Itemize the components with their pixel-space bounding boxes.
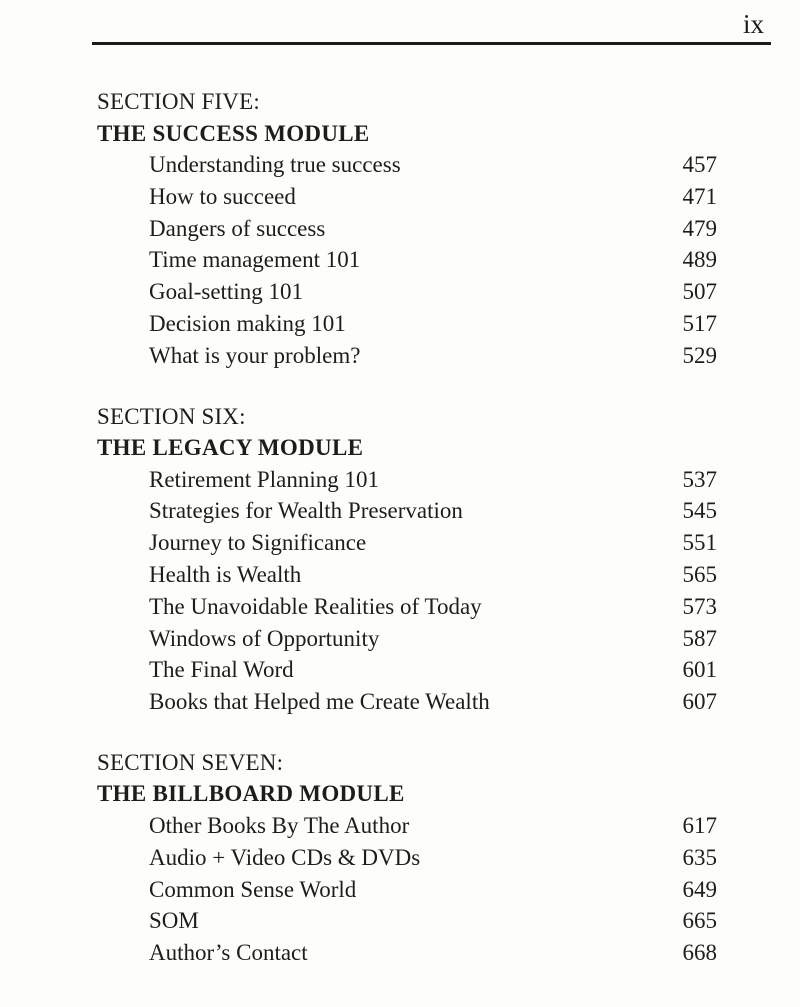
section-title: THE LEGACY MODULE <box>97 435 364 461</box>
entry-page: 471 <box>682 183 717 209</box>
entry-page: 489 <box>682 247 717 273</box>
entry-title: Health is Wealth <box>149 561 302 587</box>
entry-title: Other Books By The Author <box>149 812 410 838</box>
toc-entry <box>97 495 717 527</box>
page-header <box>0 0 800 45</box>
entry-page: 457 <box>682 152 717 177</box>
section-label: SECTION FIVE: <box>97 89 260 114</box>
toc-entry <box>97 810 717 842</box>
toc-entry <box>97 308 717 340</box>
toc-entry <box>97 340 717 372</box>
toc-entry <box>97 842 717 874</box>
toc-entry <box>97 244 717 276</box>
entry-page: 551 <box>682 530 717 556</box>
entry-title: Goal-setting 101 <box>149 279 303 305</box>
entry-page: 601 <box>682 657 717 683</box>
section-title: THE BILLBOARD MODULE <box>97 781 405 807</box>
entry-title: Journey to Significance <box>149 530 367 556</box>
toc-entry <box>97 559 717 591</box>
toc-entry <box>97 623 717 655</box>
section-label: SECTION SEVEN: <box>97 749 284 775</box>
toc-entry <box>97 527 717 559</box>
toc-section <box>97 86 717 372</box>
entry-title: Strategies for Wealth Preservation <box>149 498 463 524</box>
entry-page: 507 <box>682 279 717 305</box>
entry-page: 529 <box>682 342 717 368</box>
entry-page: 573 <box>682 593 717 619</box>
entry-page: 665 <box>682 908 717 934</box>
entry-page: 668 <box>682 940 717 966</box>
entry-page: 649 <box>682 876 717 902</box>
entry-title: Windows of Opportunity <box>149 625 380 651</box>
entry-page: 479 <box>682 215 717 241</box>
entry-page: 545 <box>682 498 717 524</box>
entry-page: 587 <box>682 625 717 651</box>
entry-title: Time management 101 <box>149 247 361 273</box>
section-entries <box>97 810 717 969</box>
toc-section <box>97 747 717 969</box>
entry-title: Audio + Video CDs & DVDs <box>149 844 421 870</box>
entry-title: The Unavoidable Realities of Today <box>149 593 482 619</box>
entry-page: 537 <box>682 466 717 492</box>
entry-page: 565 <box>682 561 717 587</box>
toc-entry <box>97 181 717 213</box>
toc-entry <box>97 937 717 969</box>
toc-entry <box>97 149 717 181</box>
entry-title: Author’s Contact <box>149 940 308 966</box>
entry-title: How to succeed <box>149 183 296 209</box>
page-number: ix <box>742 9 764 39</box>
entry-title: Dangers of success <box>149 215 326 241</box>
section-entries <box>97 464 717 718</box>
toc-entry <box>97 654 717 686</box>
entry-title: Common Sense World <box>149 876 357 902</box>
entry-title: Books that Helped me Create Wealth <box>149 689 490 715</box>
entry-page: 635 <box>682 844 717 870</box>
toc-sections <box>97 86 717 998</box>
entry-page: 617 <box>682 812 717 838</box>
entry-page: 517 <box>682 310 717 336</box>
entry-title: Retirement Planning 101 <box>149 466 379 492</box>
entry-title: SOM <box>149 908 199 934</box>
entry-title: The Final Word <box>149 657 294 683</box>
header-rule <box>92 42 771 45</box>
section-entries <box>97 149 717 372</box>
entry-page: 607 <box>682 689 717 715</box>
toc-section <box>97 401 717 718</box>
toc-entry <box>97 464 717 496</box>
entry-title: Decision making 101 <box>149 310 346 336</box>
toc-entry <box>97 874 717 906</box>
toc-entry <box>97 686 717 718</box>
toc-entry <box>97 213 717 245</box>
section-title: THE SUCCESS MODULE <box>97 120 370 146</box>
toc-entry <box>97 276 717 308</box>
entry-title: Understanding true success <box>149 152 401 177</box>
entry-title: What is your problem? <box>149 342 361 368</box>
section-label: SECTION SIX: <box>97 403 246 429</box>
toc-entry <box>97 905 717 937</box>
toc-entry <box>97 591 717 623</box>
